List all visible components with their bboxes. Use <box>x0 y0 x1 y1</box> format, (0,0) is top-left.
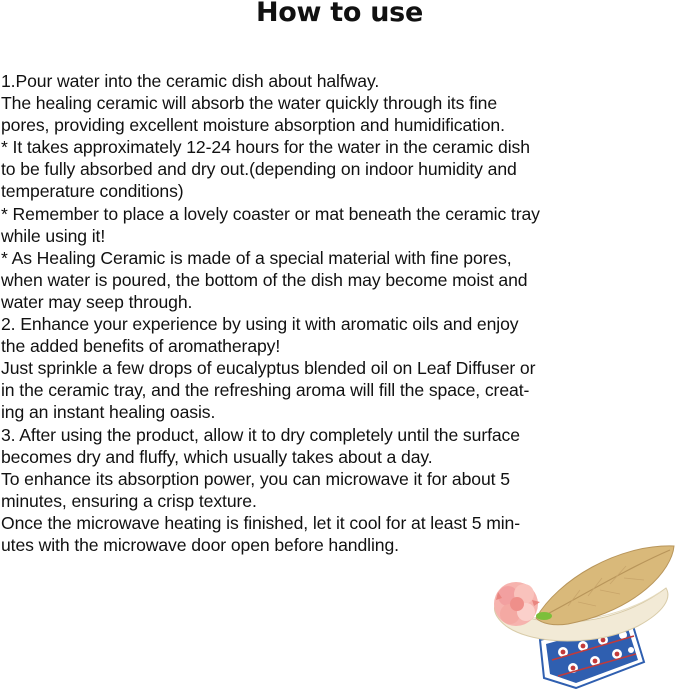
instruction-line: water may seep through. <box>1 291 193 312</box>
instruction-line: The healing ceramic will absorb the water quickly through its fine <box>1 93 498 114</box>
instruction-line: * Remember to place a lovely coaster or mat beneath the ceramic tray <box>1 203 540 224</box>
instructions-text <box>1 70 641 556</box>
ceramic-diffuser-illustration <box>488 540 678 689</box>
instruction-line: To enhance its absorption power, you can microwave it for about 5 <box>1 468 510 489</box>
instruction-line: utes with the microwave door open before handling. <box>1 534 399 555</box>
instruction-line: Once the microwave heating is finished, let it cool for at least 5 min- <box>1 512 521 533</box>
instruction-line: * It takes approximately 12-24 hours for the water in the ceramic dish <box>1 137 530 158</box>
instruction-line: * As Healing Ceramic is made of a special material with fine pores, <box>1 247 512 268</box>
flower <box>494 582 552 626</box>
instruction-line: while using it! <box>1 225 106 246</box>
instruction-line: to be fully absorbed and dry out.(depending on indoor humidity and <box>1 159 517 180</box>
instruction-line: pores, providing excellent moisture absorption and humidification. <box>1 115 505 136</box>
instruction-line: temperature conditions) <box>1 181 184 202</box>
instruction-line: 3. After using the product, allow it to dry completely until the surface <box>1 424 520 445</box>
page-title: How to use <box>256 0 423 28</box>
instruction-line: the added benefits of aromatherapy! <box>1 336 281 357</box>
instruction-line: when water is poured, the bottom of the dish may become moist and <box>1 269 528 290</box>
instruction-line: 1.Pour water into the ceramic dish about halfway. <box>1 71 380 91</box>
instruction-line: Just sprinkle a few drops of eucalyptus blended oil on Leaf Diffuser or <box>1 358 536 379</box>
instruction-line: ing an instant healing oasis. <box>1 402 216 423</box>
instruction-line: becomes dry and fluffy, which usually takes about a day. <box>1 446 433 467</box>
instruction-line: in the ceramic tray, and the refreshing aroma will fill the space, creat- <box>1 380 530 401</box>
instruction-line: minutes, ensuring a crisp texture. <box>1 490 257 511</box>
instruction-line: 2. Enhance your experience by using it with aromatic oils and enjoy <box>1 314 519 335</box>
